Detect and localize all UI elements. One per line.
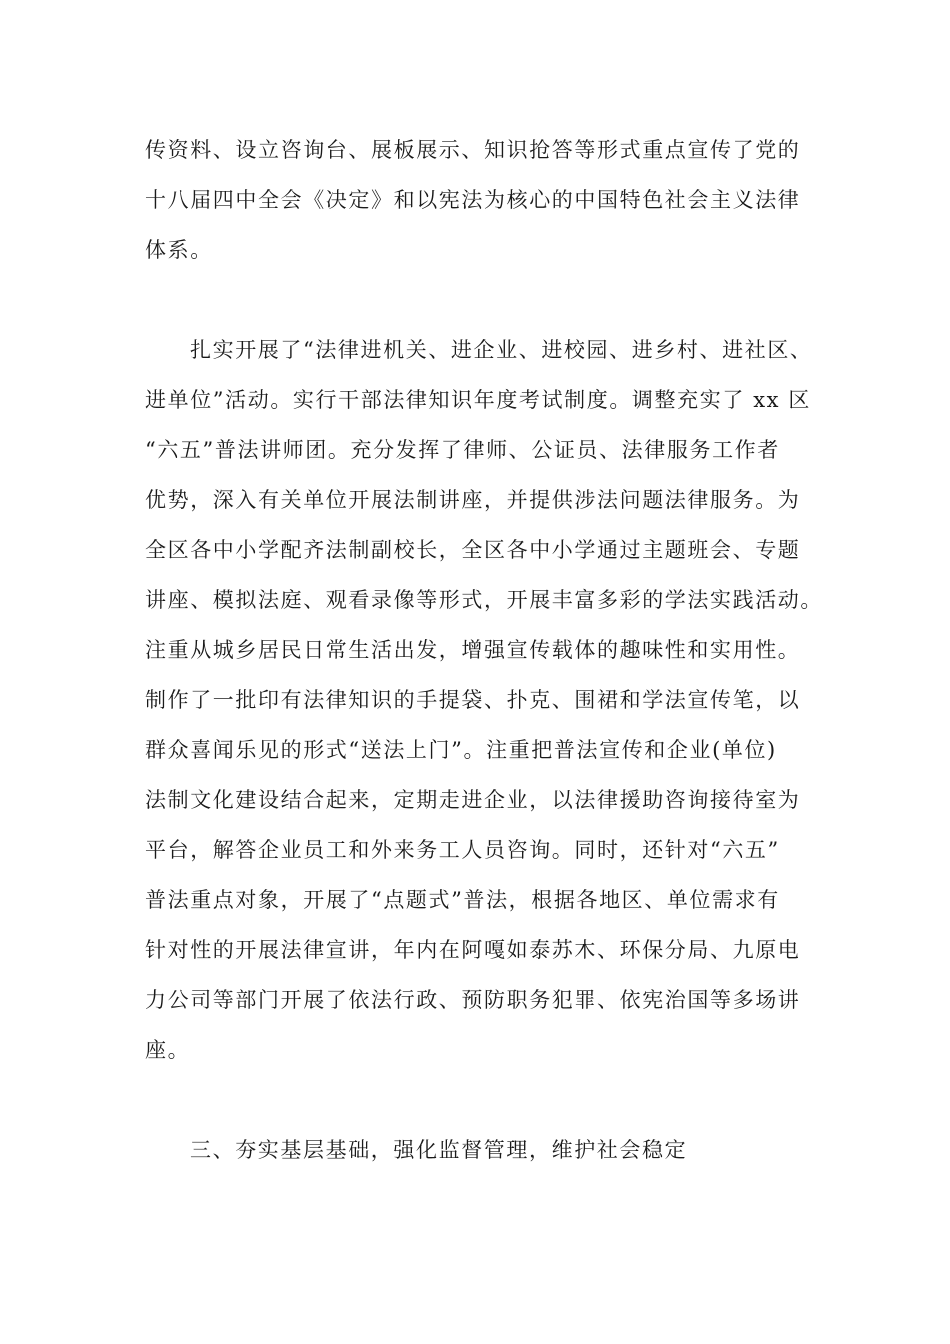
paragraph-line: 体系。 — [145, 238, 213, 262]
paragraph-line: 讲座、模拟法庭、观看录像等形式，开展丰富多彩的学法实践活动。 — [145, 588, 823, 612]
paragraph-line: 进单位”活动。实行干部法律知识年度考试制度。调整充实了 xx 区 — [145, 388, 811, 412]
paragraph-line: 注重从城乡居民日常生活出发，增强宣传载体的趣味性和实用性。 — [145, 638, 801, 662]
paragraph-line: 针对性的开展法律宣讲，年内在阿嘎如泰苏木、环保分局、九原电 — [145, 938, 801, 962]
paragraph-line: 十八届四中全会《决定》和以宪法为核心的中国特色社会主义法律 — [145, 188, 801, 212]
paragraph-line: 全区各中小学配齐法制副校长，全区各中小学通过主题班会、专题 — [145, 538, 801, 562]
paragraph-line: 平台，解答企业员工和外来务工人员咨询。同时，还针对“六五” — [145, 838, 780, 862]
paragraph-line: 传资料、设立咨询台、展板展示、知识抢答等形式重点宣传了党的 — [145, 138, 801, 162]
paragraph-line: 群众喜闻乐见的形式“送法上门”。注重把普法宣传和企业(单位) — [145, 738, 777, 762]
paragraph-line: 制作了一批印有法律知识的手提袋、扑克、围裙和学法宣传笔，以 — [145, 688, 801, 712]
paragraph-line: 普法重点对象，开展了“点题式”普法，根据各地区、单位需求有 — [145, 888, 780, 912]
paragraph-line: 扎实开展了“法律进机关、进企业、进校园、进乡村、进社区、 — [190, 338, 813, 362]
paragraph-line: 优势，深入有关单位开展法制讲座，并提供涉法问题法律服务。为 — [145, 488, 801, 512]
section-heading: 三、夯实基层基础，强化监督管理，维护社会稳定 — [190, 1138, 688, 1162]
paragraph-line: “六五”普法讲师团。充分发挥了律师、公证员、法律服务工作者 — [145, 438, 780, 462]
paragraph-line: 法制文化建设结合起来，定期走进企业，以法律援助咨询接待室为 — [145, 788, 801, 812]
paragraph-line: 力公司等部门开展了依法行政、预防职务犯罪、依宪治国等多场讲 — [145, 988, 801, 1012]
paragraph-line: 座。 — [145, 1038, 191, 1062]
